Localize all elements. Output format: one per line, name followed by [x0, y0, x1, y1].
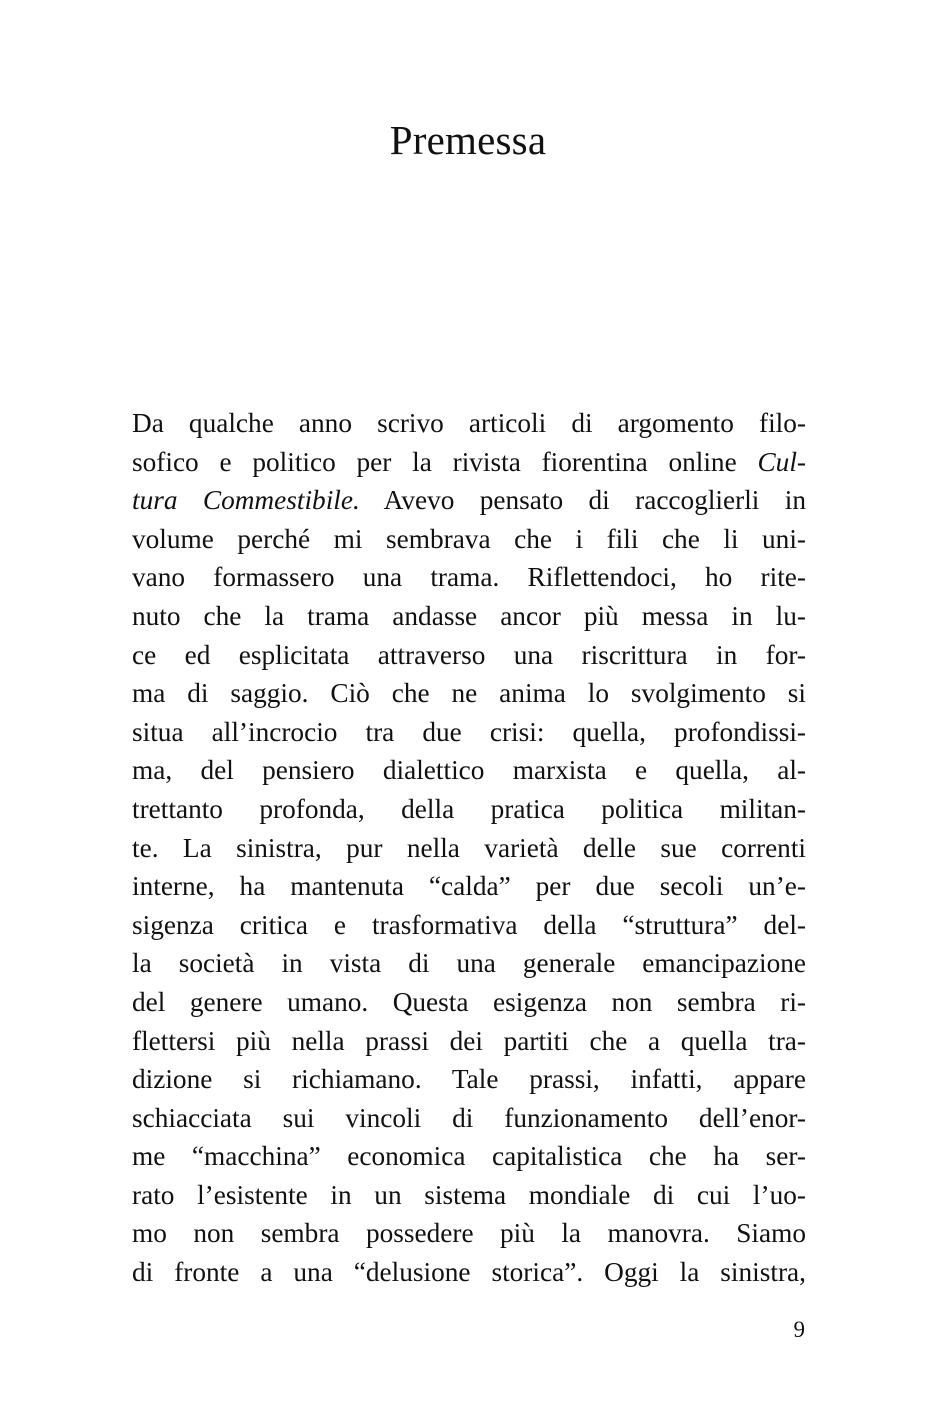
text-line: te. La sinistra, pur nella varietà delle sue correnti	[132, 832, 806, 863]
text-line: volume perché mi sembrava che i fili che li uni-	[132, 523, 806, 554]
text-line: ma, del pensiero dialettico marxista e quella, al-	[132, 755, 806, 786]
page-title: Premessa	[389, 117, 547, 163]
text-line: situa all’incrocio tra due crisi: quella, profondissi-	[132, 716, 806, 747]
text-line: del genere umano. Questa esigenza non sembra ri-	[132, 986, 806, 1017]
text-line: me “macchina” economica capitalistica che ha ser-	[132, 1141, 806, 1172]
text-line: sigenza critica e trasformativa della “struttura” del-	[132, 909, 806, 940]
text-line: dizione si richiamano. Tale prassi, infatti, appare	[132, 1064, 806, 1095]
text-line: schiacciata sui vincoli di funzionamento dell’enor-	[132, 1102, 806, 1133]
text-line: la società in vista di una generale emancipazione	[132, 948, 806, 979]
text-line: tura Commestibile. Avevo pensato di raccoglierli in	[132, 485, 806, 516]
text-line: mo non sembra possedere più la manovra. Siamo	[132, 1218, 806, 1249]
italic-title-run: Cul-	[757, 446, 806, 477]
text-line: flettersi più nella prassi dei partiti che a quella tra-	[132, 1025, 806, 1056]
text-line: nuto che la trama andasse ancor più messa in lu-	[132, 600, 806, 631]
text-line: rato l’esistente in un sistema mondiale di cui l’uo-	[132, 1179, 806, 1210]
text-line: ce ed esplicitata attraverso una riscrittura in for-	[132, 639, 806, 670]
page-number-value: 9	[793, 1317, 805, 1342]
text-line: di fronte a una “delusione storica”. Oggi la sinistra,	[132, 1257, 806, 1288]
text-line: interne, ha mantenuta “calda” per due secoli un’e-	[132, 871, 806, 902]
text-line: Da qualche anno scrivo articoli di argomento filo-	[132, 408, 806, 438]
text-line: sofico e politico per la rivista fiorentina online Cul-	[132, 446, 806, 477]
body-paragraph	[132, 404, 806, 1292]
text-line: trettanto profonda, della pratica politica militan-	[132, 793, 806, 824]
text-line: ma di saggio. Ciò che ne anima lo svolgimento si	[132, 678, 806, 709]
italic-title-run: tura Commestibile.	[132, 485, 360, 516]
body-text-block	[132, 404, 806, 1292]
text-line: vano formassero una trama. Riflettendoci, ho rite-	[132, 562, 806, 593]
